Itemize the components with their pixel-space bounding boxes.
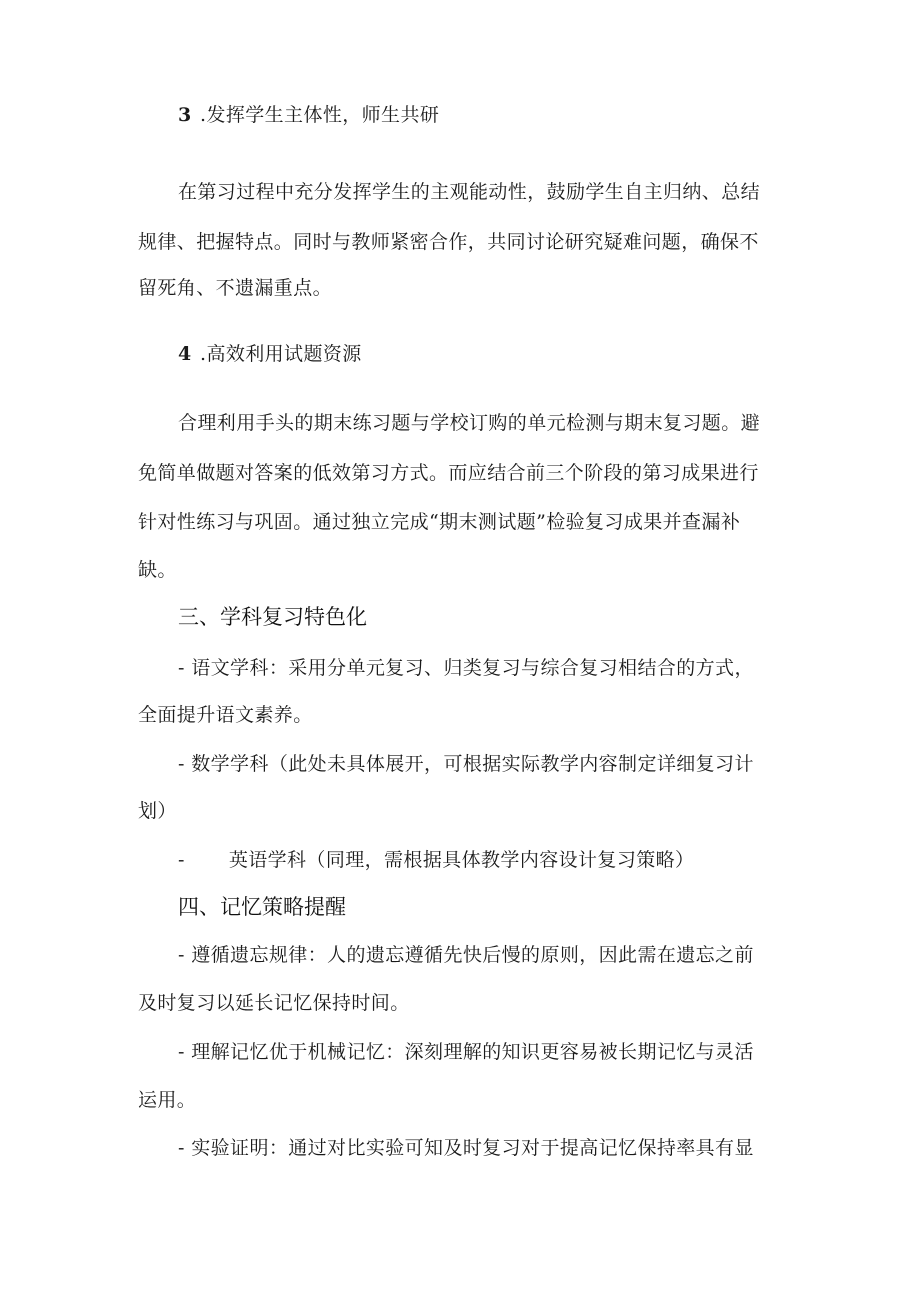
- section-heading-4: 四、记忆策略提醒: [178, 895, 346, 919]
- paragraph-line: 针对性练习与巩固。通过独立完成“期末测试题”检验复习成果并查漏补: [138, 511, 741, 533]
- list-dash: -: [178, 849, 185, 871]
- paragraph-line: 缺。: [138, 559, 177, 581]
- list-item-english: [178, 848, 788, 872]
- list-item-text: 英语学科（同理，需根据具体教学内容设计复习策略）: [228, 849, 695, 871]
- list-item-line: 及时复习以延长记忆保持时间。: [138, 992, 410, 1014]
- section-heading-3: 三、学科复习特色化: [178, 605, 367, 629]
- subheading-text: .发挥学生主体性，师生共研: [200, 104, 440, 126]
- list-item-line: - 语文学科：采用分单元复习、归类复习与综合复习相结合的方式，: [178, 657, 754, 679]
- list-item-line: 划）: [138, 800, 177, 822]
- list-item-line: 全面提升语文素养。: [138, 704, 313, 726]
- list-item-line: - 实验证明：通过对比实验可知及时复习对于提高记忆保持率具有显: [178, 1137, 754, 1159]
- paragraph-line: 在第习过程中充分发挥学生的主观能动性，鼓励学生自主归纳、总结: [178, 181, 761, 203]
- paragraph-line: 规律、把握特点。同时与教师紧密合作，共同讨论研究疑难问题，确保不: [138, 231, 759, 253]
- list-item-line: - 理解记忆优于机械记忆：深刻理解的知识更容易被长期记忆与灵活: [178, 1041, 754, 1063]
- list-item-line: - 遵循遗忘规律：人的遗忘遵循先快后慢的原则，因此需在遗忘之前: [178, 944, 754, 966]
- list-item-line: - 数学学科（此处未具体展开，可根据实际教学内容制定详细复习计: [178, 753, 754, 775]
- paragraph-line: 免简单做题对答案的低效第习方式。而应结合前三个阶段的第习成果进行: [138, 462, 759, 484]
- paragraph-line: 合理利用手头的期末练习题与学校订购的单元检测与期末复习题。避: [178, 412, 761, 434]
- subheading-text: .高效利用试题资源: [200, 343, 362, 365]
- subheading-number: 3: [178, 104, 192, 126]
- subheading-number: 4: [178, 343, 192, 365]
- subheading-3: [178, 103, 828, 127]
- subheading-4: [178, 342, 828, 366]
- list-item-line: 运用。: [138, 1089, 197, 1111]
- paragraph-line: 留死角、不遗漏重点。: [138, 277, 333, 299]
